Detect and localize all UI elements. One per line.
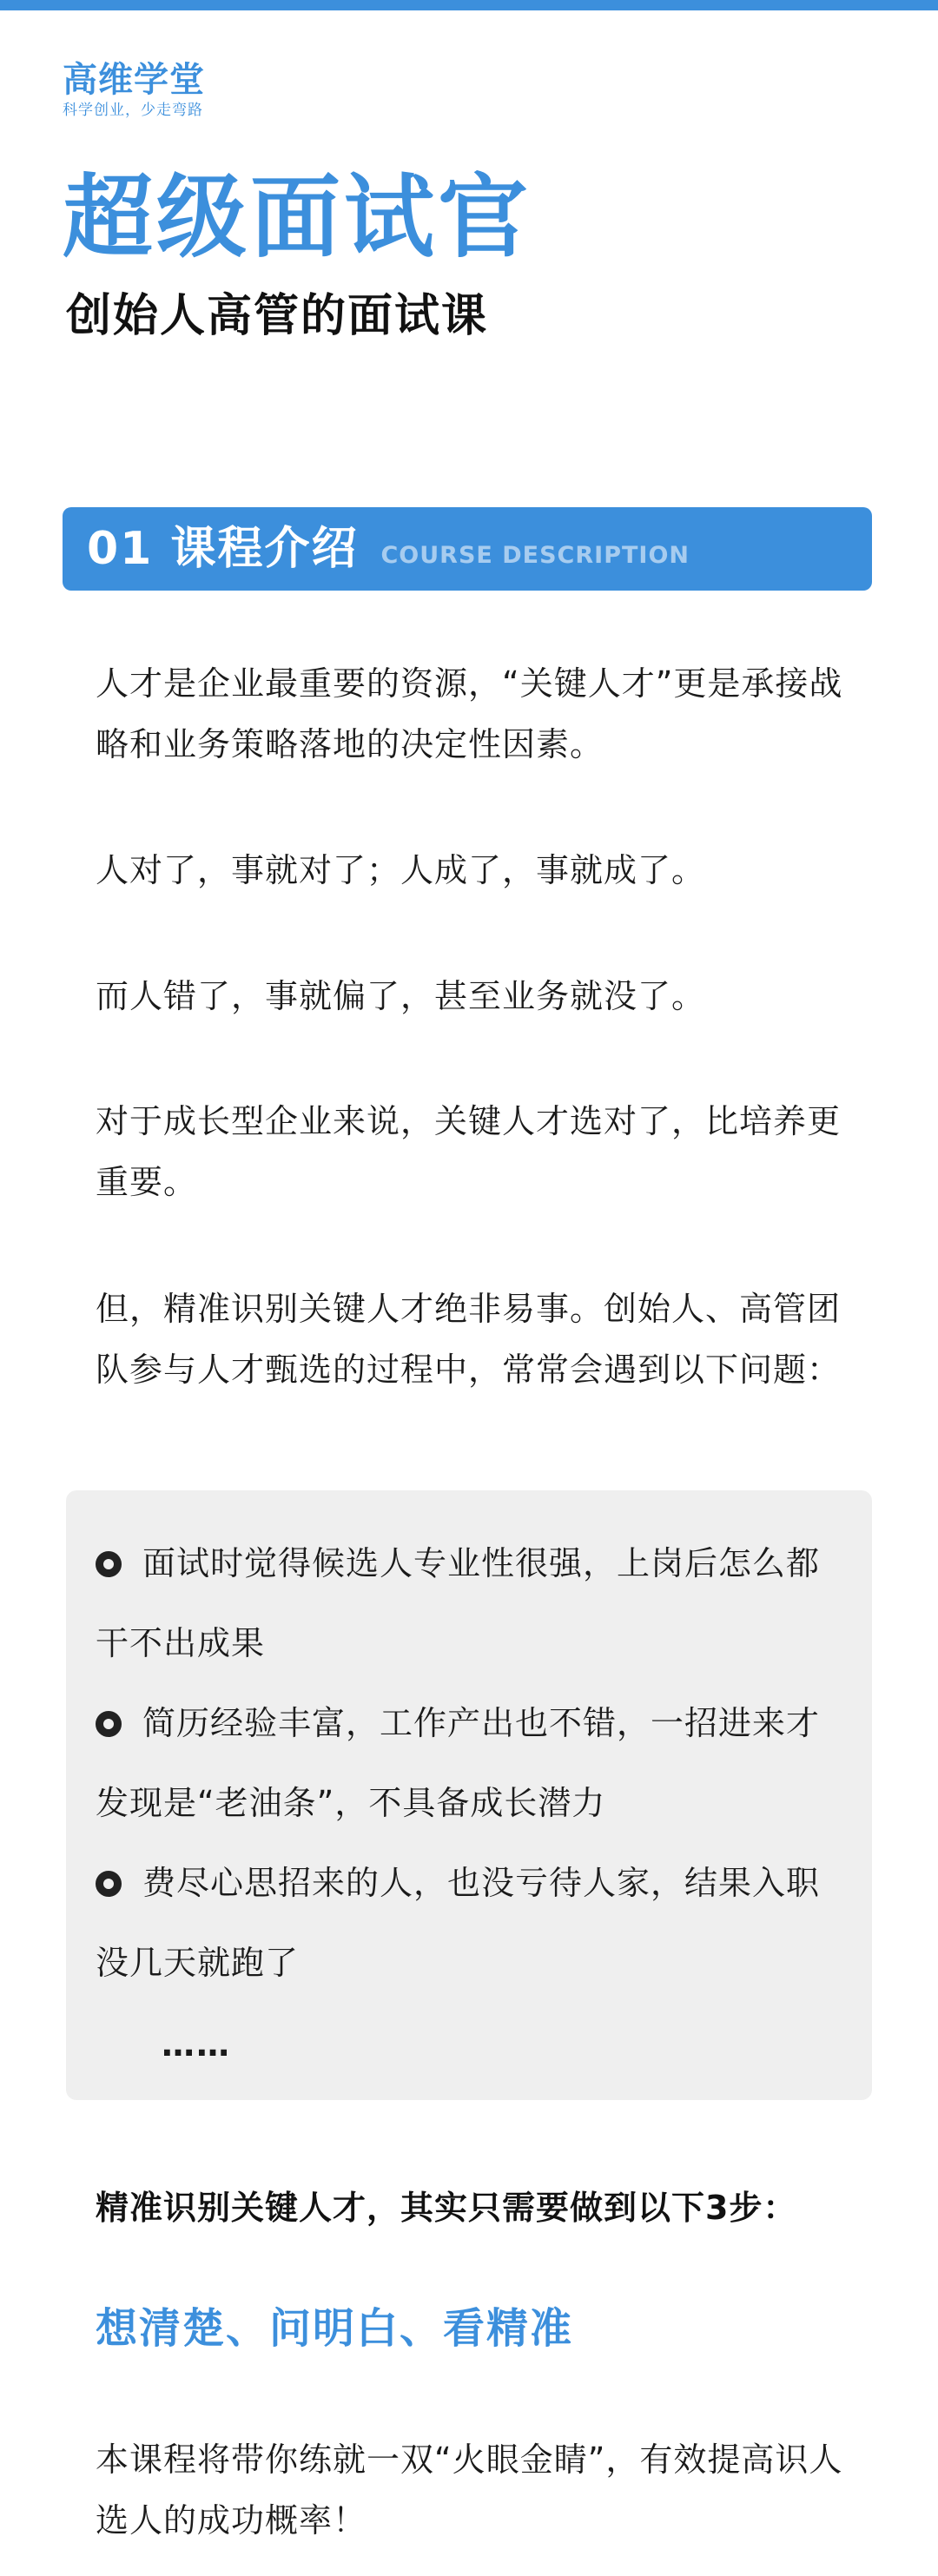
intro-paragraph: 人才是企业最重要的资源，“关键人才”更是承接战略和业务策略落地的决定性因素。 bbox=[96, 664, 843, 763]
bullet-circle-icon bbox=[96, 1551, 122, 1577]
intro-paragraph: 人对了，事就对了；人成了，事就成了。 bbox=[96, 851, 706, 889]
page-subtitle: 创始人高管的面试课 bbox=[66, 290, 489, 342]
list-item-text: 面试时觉得候选人专业性很强，上岗后怎么都干不出成果 bbox=[96, 1544, 821, 1662]
brand-slogan: 科学创业，少走弯路 bbox=[63, 102, 203, 119]
closing-paragraph: 本课程将带你练就一双“火眼金睛”，有效提高识人选人的成功概率！ bbox=[96, 2441, 843, 2540]
section-title-english: COURSE DESCRIPTION bbox=[380, 541, 690, 569]
three-steps-highlight: 想清楚、问明白、看精准 bbox=[96, 2304, 574, 2353]
bullet-circle-icon bbox=[96, 1711, 122, 1737]
intro-paragraph: 对于成长型企业来说，关键人才选对了，比培养更重要。 bbox=[96, 1102, 842, 1201]
problem-list bbox=[96, 1523, 842, 2003]
section-title: 01 课程介绍 bbox=[87, 523, 359, 575]
top-accent-bar bbox=[0, 0, 938, 10]
bullet-circle-icon bbox=[96, 1871, 122, 1897]
list-item bbox=[96, 1843, 842, 2003]
brand-name: 高维学堂 bbox=[63, 60, 205, 100]
steps-intro: 精准识别关键人才，其实只需要做到以下3步： bbox=[96, 2189, 797, 2227]
list-ellipsis: …… bbox=[162, 2025, 231, 2064]
intro-paragraph: 而人错了，事就偏了，甚至业务就没了。 bbox=[96, 977, 706, 1015]
brand-logo bbox=[63, 59, 205, 120]
section-header-course-description bbox=[63, 507, 872, 591]
list-item-text: 简历经验丰富，工作产出也不错，一招进来才发现是“老油条”，不具备成长潜力 bbox=[96, 1704, 821, 1822]
list-item bbox=[96, 1523, 842, 1683]
list-item-text: 费尽心思招来的人，也没亏待人家，结果入职没几天就跑了 bbox=[96, 1864, 821, 1982]
list-item bbox=[96, 1683, 842, 1843]
page-title: 超级面试官 bbox=[63, 164, 532, 270]
intro-paragraph: 但，精准识别关键人才绝非易事。创始人、高管团队参与人才甄选的过程中，常常会遇到以下问题： bbox=[96, 1290, 842, 1389]
